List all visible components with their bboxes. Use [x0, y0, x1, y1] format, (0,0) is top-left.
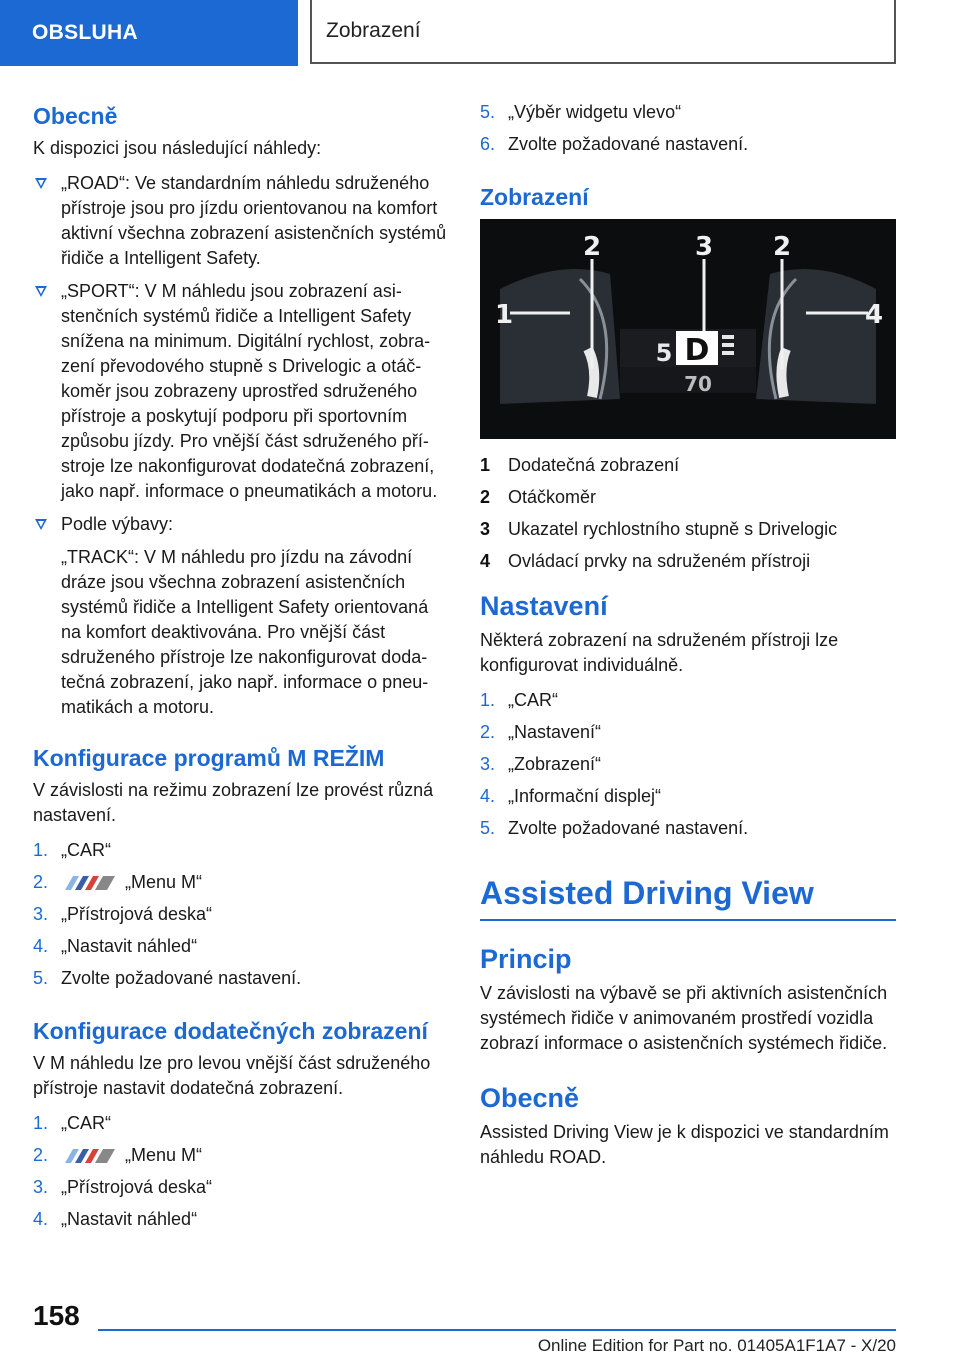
callout-1: 1	[494, 300, 514, 330]
heading-obecne-assisted: Obecně	[480, 1083, 580, 1113]
heading-princip: Princip	[480, 944, 572, 974]
edition-note: Online Edition for Part no. 01405A1F1A7 - X/20	[537, 1336, 896, 1355]
step-item	[33, 1175, 448, 1200]
list-item-text: Podle výbavy:	[61, 514, 174, 534]
left-column	[33, 100, 448, 1242]
step-number: 1.	[480, 690, 496, 710]
step-number: 4.	[33, 936, 49, 956]
triangle-bullet-icon	[35, 519, 47, 530]
step-number: 5.	[480, 818, 496, 838]
chapter-title: Zobrazení	[326, 19, 421, 42]
step-text: „Nastavení“	[508, 722, 602, 742]
section-title: OBSLUHA	[32, 21, 138, 44]
step-text: „Přístrojová deska“	[61, 1177, 213, 1197]
instrument-cluster-figure	[480, 219, 896, 439]
step-item	[480, 132, 896, 157]
step-text: „Zobrazení“	[508, 754, 602, 774]
view-list	[33, 171, 448, 720]
heading-konfig-m: Konfigurace programů M REŽIM	[33, 745, 385, 771]
step-number: 6.	[480, 134, 496, 154]
list-item	[33, 279, 448, 504]
step-number: 2.	[33, 1145, 49, 1165]
legend-number: 1	[480, 455, 491, 475]
m-logo-icon	[61, 876, 117, 890]
step-text: „Výběr widgetu vlevo“	[508, 102, 682, 122]
step-text: Zvolte požadované nastavení.	[508, 818, 749, 838]
obecne-assisted-text: Assisted Driving View je k dispozici ve standardním náhledu ROAD.	[480, 1122, 889, 1167]
step-text: „CAR“	[61, 1113, 111, 1133]
step-item	[480, 752, 896, 777]
chapter-heading-assisted: Assisted Driving View	[480, 871, 896, 921]
step-item	[33, 902, 448, 927]
legend-number: 4	[480, 551, 491, 571]
m-logo-icon	[61, 1149, 117, 1163]
step-number: 5.	[480, 102, 496, 122]
legend-item	[480, 485, 896, 510]
step-text: „CAR“	[61, 840, 111, 860]
chapter-tab	[310, 0, 896, 64]
page-number: 158	[33, 1300, 80, 1331]
footer-rule	[98, 1329, 896, 1331]
speed-readout: 70	[684, 372, 712, 396]
legend-number: 3	[480, 519, 491, 539]
legend-item	[480, 517, 896, 542]
triangle-bullet-icon	[35, 286, 47, 297]
step-item	[33, 934, 448, 959]
callout-3: 3	[694, 232, 714, 262]
heading-obecne: Obecně	[33, 103, 118, 129]
legend-text: Dodatečná zobrazení	[508, 455, 680, 475]
list-item	[33, 171, 448, 271]
callout-2-left: 2	[582, 232, 602, 262]
list-item	[33, 512, 448, 720]
step-number: 3.	[33, 1177, 49, 1197]
step-number: 5.	[33, 968, 49, 988]
legend-text: Ukazatel rychlostního stupně s Drivelogic	[508, 519, 838, 539]
step-number: 1.	[33, 840, 49, 860]
konfig-dod-text: V M náhledu lze pro levou vnější část sdruženého přístroje nastavit dodatečná zobrazení.	[33, 1053, 431, 1098]
step-item	[480, 100, 896, 125]
legend-text: Ovládací prvky na sdruženém přístroji	[508, 551, 811, 571]
callout-2-right: 2	[772, 232, 792, 262]
callout-4: 4	[864, 300, 884, 330]
step-text: Zvolte požadované nastavení.	[61, 968, 302, 988]
right-column	[480, 100, 896, 1180]
track-description: „TRACK“: V M náhledu pro jízdu na závodní dráze jsou všechna zobrazení asistenčních systémů řidiče a Intelligent Safety orientovaná na komfort deaktivována. Pro vnější část sdruženého přístroje lze nakonfigurovat dodatečná zobrazení, jako např. informace o pneumatikách a motoru.	[61, 547, 429, 717]
step-text: „Nastavit náhled“	[61, 1209, 198, 1229]
figure-legend	[480, 453, 896, 574]
step-item	[33, 838, 448, 863]
legend-text: Otáčkoměr	[508, 487, 597, 507]
step-item	[33, 1207, 448, 1232]
princip-text: V závislosti na výbavě se při aktivních asistenčních systémech řidiče v animovaném prostředí vozidla zobrazí informace o asistenčních systémech řidiče.	[480, 983, 888, 1053]
list-item-text: „ROAD“: Ve standardním náhledu sdruženého přístroje jsou pro jízdu orientovanou na komfort aktivní všechna zobrazení asistenčních systémů řidiče a Intelligent Safety.	[61, 173, 447, 268]
cluster-illustration	[480, 219, 896, 439]
step-text: „Menu M“	[125, 872, 203, 892]
nastaveni-steps	[480, 688, 896, 841]
section-tab	[0, 0, 298, 66]
continued-steps	[480, 100, 896, 157]
step-number: 3.	[33, 904, 49, 924]
step-item	[480, 816, 896, 841]
step-number: 1.	[33, 1113, 49, 1133]
step-item	[480, 688, 896, 713]
step-item	[480, 720, 896, 745]
heading-konfig-dod: Konfigurace dodatečných zobrazení	[33, 1018, 428, 1044]
konfig-m-text: V závislosti na režimu zobrazení lze provést různá nastavení.	[33, 780, 434, 825]
step-text: „Informační displej“	[508, 786, 662, 806]
konfig-m-steps	[33, 838, 448, 991]
legend-item	[480, 549, 896, 574]
step-number: 3.	[480, 754, 496, 774]
step-text: „Menu M“	[125, 1145, 203, 1165]
legend-item	[480, 453, 896, 478]
step-number: 2.	[33, 872, 49, 892]
step-item	[33, 966, 448, 991]
step-text: „Přístrojová deska“	[61, 904, 213, 924]
heading-zobrazeni: Zobrazení	[480, 184, 589, 210]
gear-mode: D	[684, 333, 710, 368]
legend-number: 2	[480, 487, 491, 507]
obecne-intro: K dispozici jsou následující náhledy:	[33, 138, 322, 158]
gear-number: 5	[655, 339, 673, 367]
step-item	[33, 1143, 448, 1168]
konfig-dod-steps	[33, 1111, 448, 1232]
step-number: 2.	[480, 722, 496, 742]
step-text: Zvolte požadované nastavení.	[508, 134, 749, 154]
heading-nastaveni: Nastavení	[480, 591, 608, 621]
step-number: 4.	[480, 786, 496, 806]
step-number: 4.	[33, 1209, 49, 1229]
triangle-bullet-icon	[35, 178, 47, 189]
step-item	[33, 870, 448, 895]
nastaveni-text: Některá zobrazení na sdruženém přístroji lze konfigurovat individuálně.	[480, 630, 839, 675]
step-text: „Nastavit náhled“	[61, 936, 198, 956]
step-item	[480, 784, 896, 809]
step-item	[33, 1111, 448, 1136]
list-item-text: „SPORT“: V M náhledu jsou zobrazení asistenčních systémů řidiče a Intelligent Safety snížena na minimum. Digitální rychlost, zobrazení převodového stupně s Drivelogic a otáčkoměr jsou zobrazeny uprostřed sdruženého přístroje a poskytují podporu při sportovním způsobu jízdy. Pro vnější část sdruženého přístroje lze nakonfigurovat dodatečná zobrazení, jako např. informace o pneumatikách a motoru.	[61, 281, 438, 501]
step-text: „CAR“	[508, 690, 558, 710]
